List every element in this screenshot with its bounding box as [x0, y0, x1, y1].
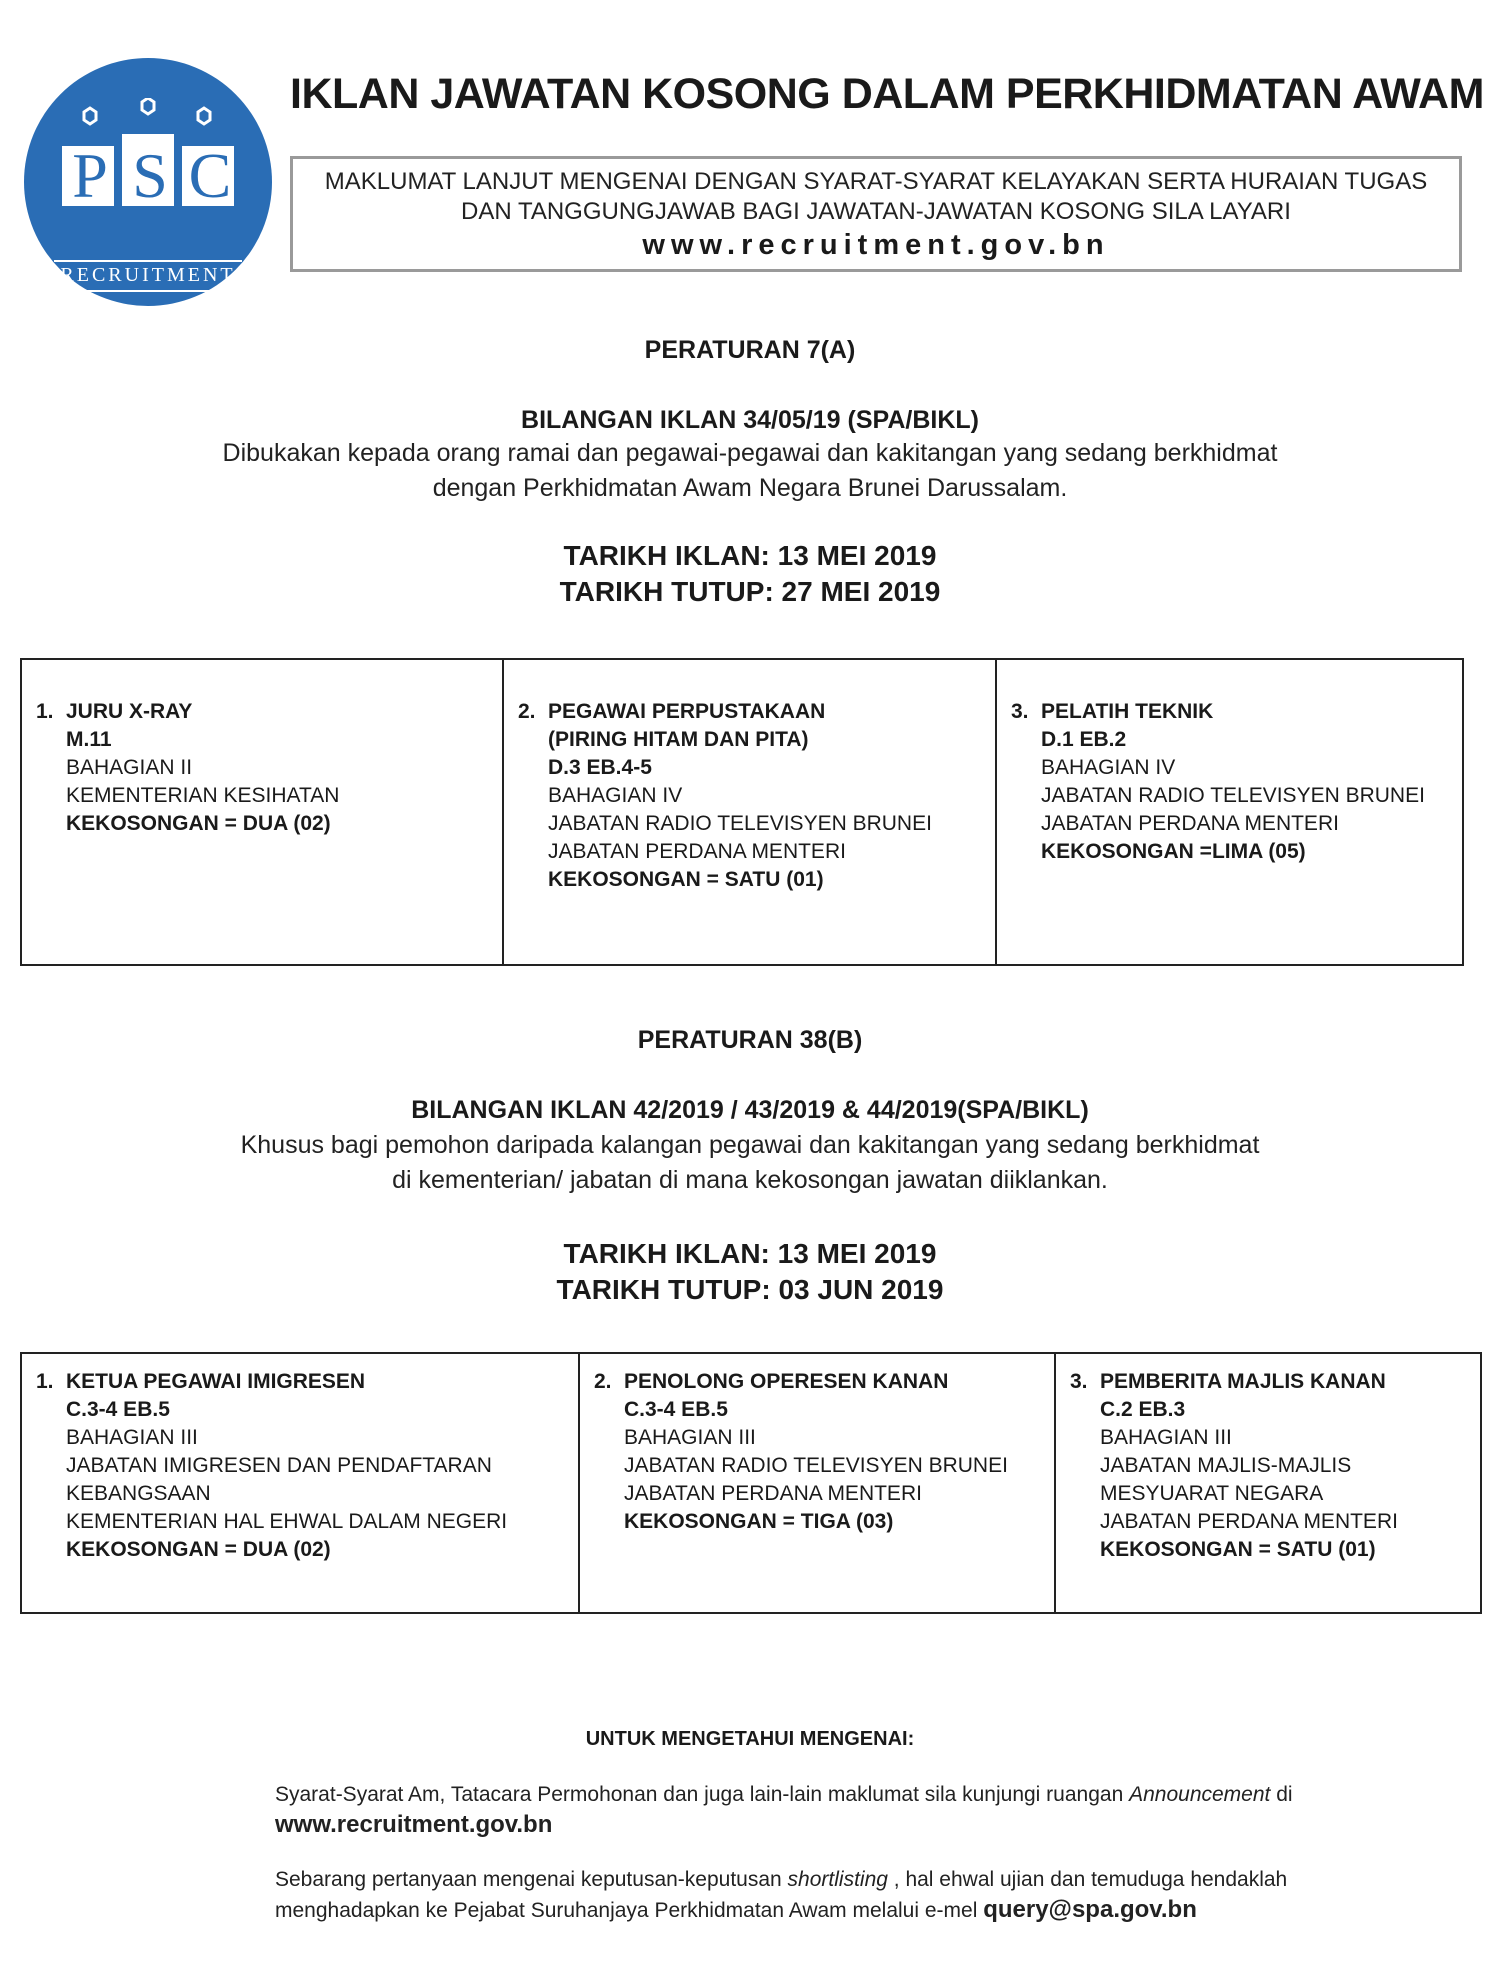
people-icon [24, 98, 272, 138]
job-line: BAHAGIAN III [1100, 1426, 1232, 1449]
job-title-2: (PIRING HITAM DAN PITA) [548, 728, 809, 751]
job-line: JABATAN RADIO TELEVISYEN BRUNEI [624, 1454, 1008, 1477]
logo-letter-s: S [132, 140, 168, 211]
job-grade: C.3-4 EB.5 [624, 1398, 728, 1421]
job-line: BAHAGIAN III [624, 1426, 756, 1449]
job-number: 2. [594, 1370, 612, 1393]
section1-rule: PERATURAN 7(A) [644, 336, 856, 364]
section2-rule: PERATURAN 38(B) [637, 1026, 863, 1054]
job-line: KEBANGSAAN [66, 1482, 211, 1505]
section2-desc-line2: di kementerian/ jabatan di mana kekosongan jawatan diiklankan. [392, 1166, 1108, 1194]
job-number: 1. [36, 700, 54, 723]
job-cell [580, 1354, 1056, 1612]
section1-jobs-table [20, 658, 1464, 966]
job-cell [997, 660, 1462, 964]
footer-p2-text: Sebarang pertanyaan mengenai keputusan-keputusan [275, 1868, 788, 1891]
job-line: KEMENTERIAN HAL EHWAL DALAM NEGERI [66, 1510, 508, 1533]
job-vacancy: KEKOSONGAN = DUA (02) [66, 1538, 331, 1561]
job-line: JABATAN RADIO TELEVISYEN BRUNEI [548, 812, 932, 835]
page-title: IKLAN JAWATAN KOSONG DALAM PERKHIDMATAN AWAM [290, 70, 1484, 118]
job-line: BAHAGIAN IV [1041, 756, 1176, 779]
job-line: JABATAN RADIO TELEVISYEN BRUNEI [1041, 784, 1425, 807]
job-grade: C.2 EB.3 [1100, 1398, 1186, 1421]
footer-heading: UNTUK MENGETAHUI MENGENAI: [585, 1728, 915, 1750]
job-grade: C.3-4 EB.5 [66, 1398, 170, 1421]
job-number: 3. [1070, 1370, 1088, 1393]
logo-letter-p: P [72, 140, 108, 211]
job-number: 1. [36, 1370, 54, 1393]
job-line: JABATAN IMIGRESEN DAN PENDAFTARAN [66, 1454, 492, 1477]
footer-p2-italic: shortlisting [787, 1868, 888, 1891]
section1-desc-line1: Dibukakan kepada orang ramai dan pegawai-pegawai dan kakitangan yang sedang berkhidmat [222, 439, 1278, 467]
section2-jobs-table [20, 1352, 1482, 1614]
logo-subtitle: RECRUITMENT [60, 264, 236, 286]
job-number: 3. [1011, 700, 1029, 723]
footer-recruitment-link[interactable]: www.recruitment.gov.bn [275, 1811, 553, 1838]
info-line-2: DAN TANGGUNGJAWAB BAGI JAWATAN-JAWATAN KOSONG SILA LAYARI [461, 198, 1291, 225]
section2-desc-line1: Khusus bagi pemohon daripada kalangan pegawai dan kakitangan yang sedang berkhidmat [240, 1131, 1260, 1159]
job-title: PELATIH TEKNIK [1041, 700, 1214, 723]
job-line: BAHAGIAN IV [548, 784, 683, 807]
job-vacancy: KEKOSONGAN = SATU (01) [548, 868, 824, 891]
section2-date-close: TARIKH TUTUP: 03 JUN 2019 [556, 1274, 944, 1305]
job-line: KEMENTERIAN KESIHATAN [66, 784, 340, 807]
info-line-1: MAKLUMAT LANJUT MENGENAI DENGAN SYARAT-SYARAT KELAYAKAN SERTA HURAIAN TUGAS [324, 168, 1428, 195]
section1-date-close: TARIKH TUTUP: 27 MEI 2019 [559, 576, 941, 607]
job-line: JABATAN PERDANA MENTERI [1041, 812, 1339, 835]
job-vacancy: KEKOSONGAN = TIGA (03) [624, 1510, 894, 1533]
job-line: JABATAN MAJLIS-MAJLIS [1100, 1454, 1352, 1477]
logo-letter-c: C [188, 140, 232, 211]
info-box [290, 156, 1462, 272]
footer-body [275, 1780, 1375, 1950]
job-cell [22, 660, 504, 964]
section1-ad-number: BILANGAN IKLAN 34/05/19 (SPA/BIKL) [521, 406, 979, 434]
job-cell [1056, 1354, 1480, 1612]
job-line: JABATAN PERDANA MENTERI [1100, 1510, 1398, 1533]
footer-p1-after: di [1270, 1783, 1293, 1806]
job-title: PEMBERITA MAJLIS KANAN [1100, 1370, 1386, 1393]
job-number: 2. [518, 700, 536, 723]
section1-date-ad: TARIKH IKLAN: 13 MEI 2019 [563, 540, 937, 571]
footer-p2-line2: menghadapkan ke Pejabat Suruhanjaya Perkhidmatan Awam melalui e-mel [275, 1899, 984, 1922]
job-line: MESYUARAT NEGARA [1100, 1482, 1324, 1505]
footer-p1-italic: Announcement [1129, 1783, 1271, 1806]
psc-recruitment-logo [24, 58, 272, 306]
job-title: PENOLONG OPERESEN KANAN [624, 1370, 949, 1393]
job-grade: D.3 EB.4-5 [548, 756, 652, 779]
job-grade: M.11 [66, 728, 112, 751]
footer-p2-after: , hal ehwal ujian dan temuduga hendaklah [887, 1868, 1288, 1891]
job-grade: D.1 EB.2 [1041, 728, 1127, 751]
job-vacancy: KEKOSONGAN = SATU (01) [1100, 1538, 1376, 1561]
info-url-link[interactable]: www.recruitment.gov.bn [642, 229, 1110, 261]
section1-desc-line2: dengan Perkhidmatan Awam Negara Brunei Darussalam. [432, 474, 1068, 502]
section2-ad-number: BILANGAN IKLAN 42/2019 / 43/2019 & 44/2019(SPA/BIKL) [411, 1096, 1089, 1124]
job-cell [504, 660, 997, 964]
footer-email-link[interactable]: query@spa.gov.bn [983, 1896, 1197, 1923]
job-vacancy: KEKOSONGAN = DUA (02) [66, 812, 331, 835]
job-line: JABATAN PERDANA MENTERI [548, 840, 846, 863]
section2-date-ad: TARIKH IKLAN: 13 MEI 2019 [563, 1238, 937, 1269]
job-line: JABATAN PERDANA MENTERI [624, 1482, 922, 1505]
footer-p1-text: Syarat-Syarat Am, Tatacara Permohonan dan juga lain-lain maklumat sila kunjungi ruangan [275, 1783, 1130, 1806]
job-vacancy: KEKOSONGAN =LIMA (05) [1041, 840, 1306, 863]
job-line: BAHAGIAN III [66, 1426, 198, 1449]
job-line: BAHAGIAN II [66, 756, 193, 779]
pointer-hand-icon [216, 290, 232, 312]
job-cell [22, 1354, 580, 1612]
job-title: PEGAWAI PERPUSTAKAAN [548, 700, 826, 723]
job-title: KETUA PEGAWAI IMIGRESEN [66, 1370, 366, 1393]
job-title: JURU X-RAY [66, 700, 193, 723]
